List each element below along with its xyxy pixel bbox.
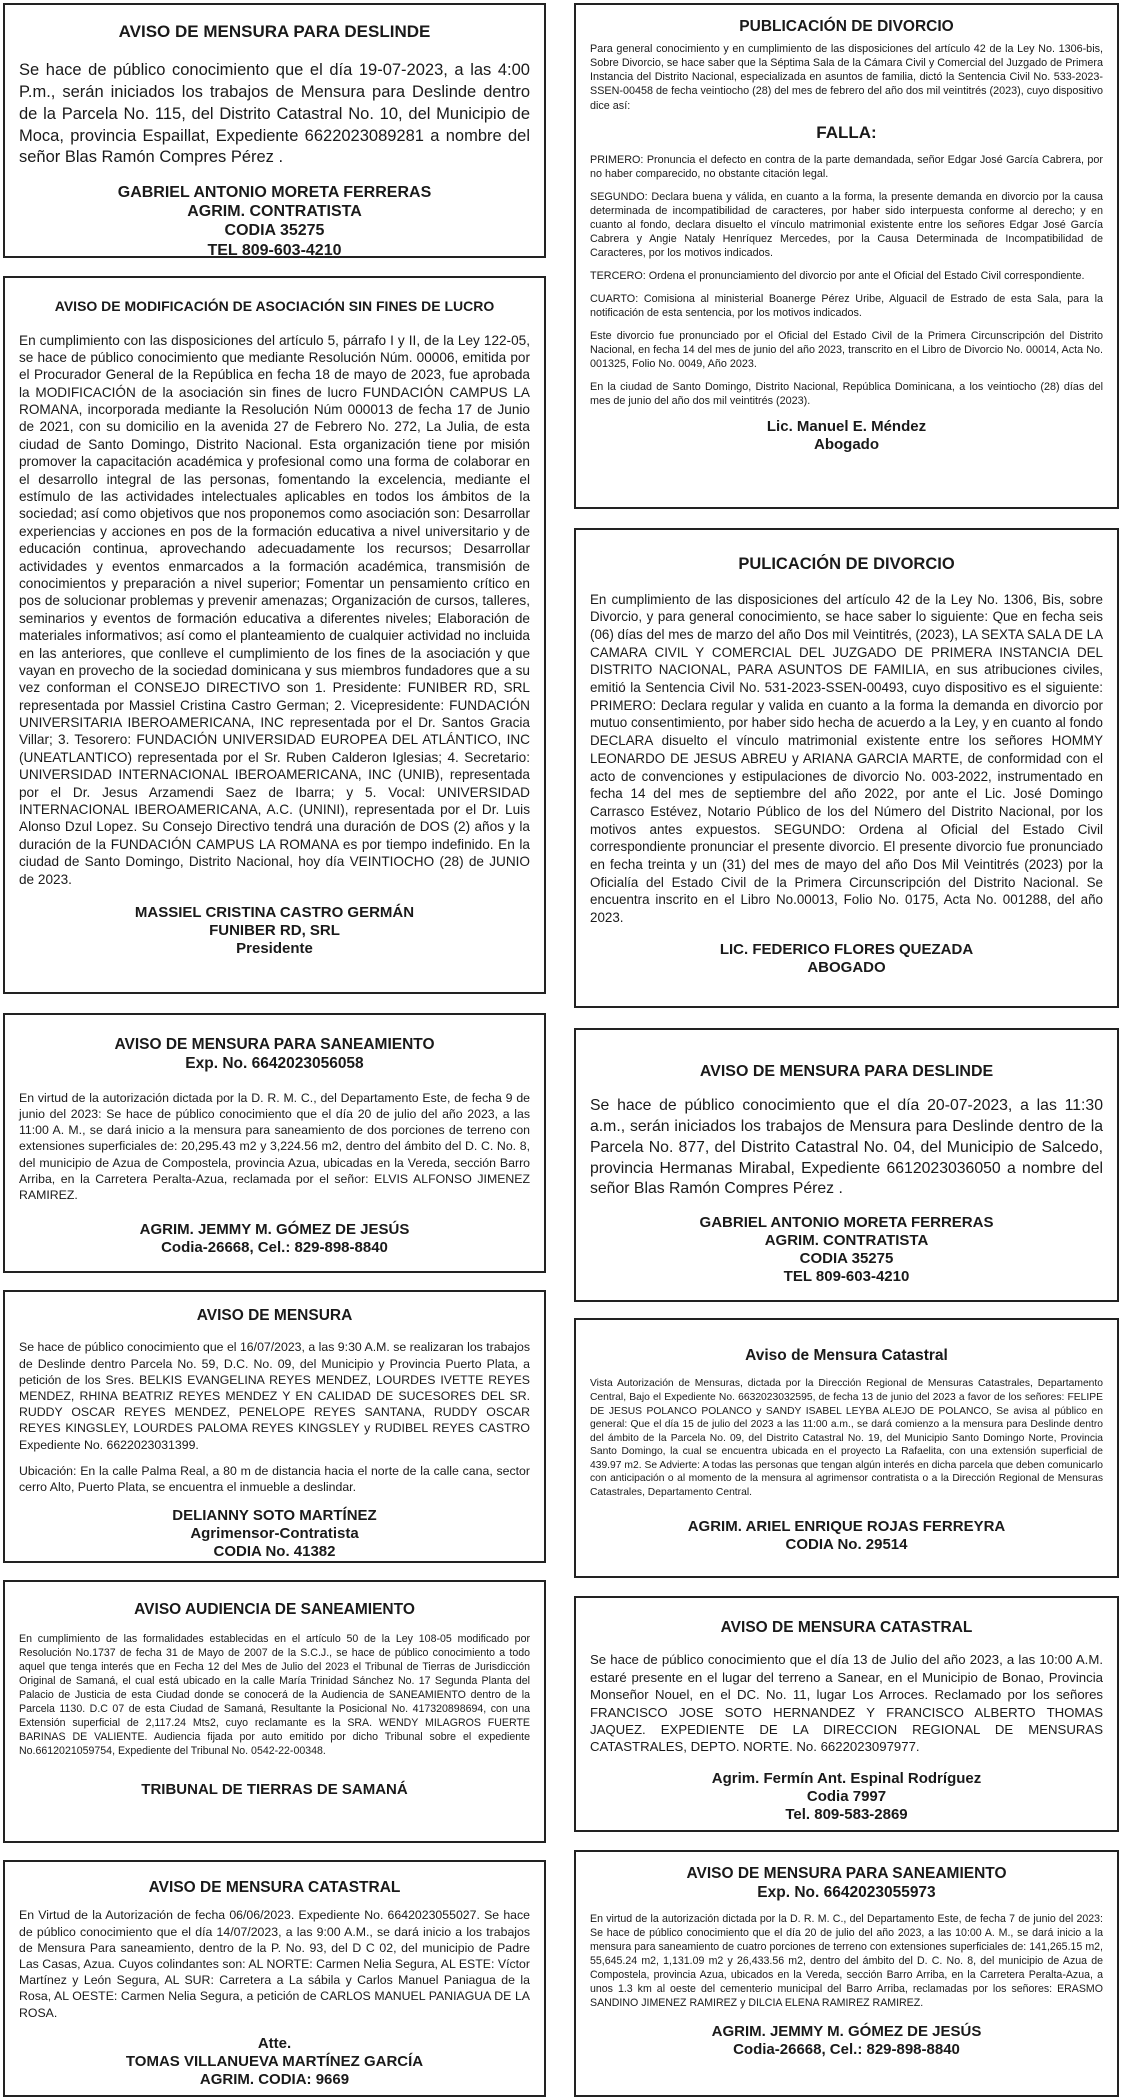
signature-line: Atte. [257,2034,292,2052]
notice-title: AVISO DE MODIFICACIÓN DE ASOCIACIÓN SIN FINES DE LUCRO [54,298,495,314]
signature-line: Agrim. Fermín Ant. Espinal Rodríguez [711,1769,982,1787]
signature-line: TEL 809-603-4210 [207,241,342,258]
signature-line: LIC. FEDERICO FLORES QUEZADA [719,940,974,958]
signature-line: Presidente [236,940,313,957]
notice-body: En la ciudad de Santo Domingo, Distrito Nacional, República Dominicana, a los veintiocho (28) días del mes de junio del año dos mil veintitrés (2023). [590,380,1103,407]
notice-title: PUBLICACIÓN DE DIVORCIO [739,18,954,35]
notice-mensura-deslinde-moca [3,3,546,258]
notice-body: Se hace de público conocimiento que el 16/07/2023, a las 9:30 A.M. se realizaran los trabajos de Deslinde dentro Parcela No. 59, D.C. No. 09, del Municipio y Provincia Puerto Plata, a petición de los Sres. BELKIS EVANGELINA REYES MENDEZ, LOURDES IVETTE REYES MENDEZ, RHINA BEATRIZ REYES MENDEZ Y EN CALIDAD DE SUCESORES DEL SR. RUDDY OSCAR REYES MENDEZ, PENELOPE REYES SANTANA, RUDDY OSCAR REYES KINGSLEY, LOURDES PALOMA REYES KINGSLEY y RUDIBEL REYES CASTRO Expediente No. 6622023031399. [19,1340,530,1452]
notice-aviso-mensura-puerto-plata [3,1290,546,1563]
notice-body: PRIMERO: Pronuncia el defecto en contra de la parte demandada, señor Edgar José García Cabrera, por no haber comparecido, no obstante citación legal. [590,153,1103,180]
notice-signature [590,1214,1103,1286]
notice-body: En virtud de la autorización dictada por la D. R. M. C., del Departamento Este, de fecha 7 de junio del 2023: Se hace de público conocimiento que el día 20 de julio del año 2023, a las 10:00 A. M., se dará inicio a la mensura para saneamiento de cuatro porciones de terreno con extensiones superficiales de: 141,265.15 m2, 55,645.24 m2, 1,131.09 m2 y 26,433.56 m2, dentro del ámbito del D. C. No. 8, del municipio de Azua de Compostela, provincia Azua, ubicados en la Vereda, sección Barro Arriba, en la Carretera Peralta-Azua, a unos 1.3 km al oeste del cementerio municipal del Barro Arriba, reclamadas por los señores: ERASMO SANDINO JIMENEZ RAMIREZ y DILCIA ELENA RAMIREZ RAMIREZ. [590,1912,1103,2009]
notice-body: En cumplimiento de las formalidades establecidas en el artículo 50 de la Ley 108-05 modificado por Resolución No.1737 de fecha 31 de Mayo de 2007 de la S.C.J., se hace de público conocimiento a todo aquel que tenga interés que en Fecha 12 del Mes de Julio del 2023 el Tribunal de Tierras de Jurisdicción Original de Samaná, el cual está ubicado en la calle María Trinidad Sánchez No. 17 Segunda Planta del Palacio de Justicia de esta Ciudad donde se conocerá de la Audiencia de SANEAMIENTO dentro de la Parcela 1130. D.C 07 de esta Ciudad de Samaná, Resultante la Posicional No. 4173208986​94, con una Extensión superficial de 2,117.24 Mts2, cuyo reclamante es la SRA. WENDY MILAGROS FUERTE BARINAS DE VALIENTE. Audiencia fijada por auto emitido por dicho Tribunal sobre el expediente No.6612021059754, Expediente del Tribunal No. 0542-22-00348. [19,1633,530,1758]
signature-line: AGRIM. CONTRATISTA [764,1232,929,1250]
notice-title: AVISO DE MENSURA CATASTRAL [720,1619,973,1636]
notice-signature [590,1518,1103,1554]
signature-line: Agrimensor-Contratista [190,1525,359,1543]
notice-publicacion-divorcio [574,3,1119,509]
signature-line: Codia-26668, Cel.: 829-898-8840 [733,2040,960,2058]
notice-title-line: AVISO DE MENSURA PARA SANEAMIENTO [114,1036,435,1053]
notice-signature [19,904,530,958]
falla-heading: FALLA: [816,122,877,142]
signature-line: Lic. Manuel E. Méndez [766,418,927,435]
notice-title: AVISO DE MENSURA PARA DESLINDE [118,22,431,41]
signature-line: Tel. 809-583-2869 [785,1805,908,1823]
notice-mensura-catastral-bonao [574,1596,1119,1832]
notice-title: PULICACIÓN DE DIVORCIO [738,555,955,573]
signature-line: AGRIM. JEMMY M. GÓMEZ DE JESÚS [139,1221,410,1239]
signature-line: Codia 7997 [806,1787,887,1805]
signature-line: FUNIBER RD, SRL [209,922,340,939]
notice-modificacion-asociacion [3,276,546,994]
notice-title [590,1864,1103,1903]
notice-mensura-catastral-azua [3,1860,546,2097]
signature-line: CODIA No. 41382 [213,1543,336,1561]
notice-signature [590,941,1103,977]
notice-mensura-saneamiento-erasmo [574,1850,1119,2097]
notice-title: AVISO DE MENSURA PARA DESLINDE [699,1063,994,1080]
notice-body: En cumplimiento con las disposiciones del artículo 5, párrafo I y II, de la Ley 122-05, se hace de público conocimiento que mediante Resolución Núm. 00006, emitida por el Procurador General de la República en fecha 18 de mayo de 2023, fue aprobada la MODIFICACIÓN de la asociación sin fines de lucro FUNDACIÓN CAMPUS LA ROMANA, incorporada mediante la Resolución Núm 000013 de fecha 17 de Junio de 2021, con su domicilio en la avenida 27 de Febrero No. 272, La Julia, de esta ciudad de Santo Domingo, Distrito Nacional. Esta organización tiene por misión promover la capacitación académica y profesional como una forma de colaborar en el desarrollo integral de las personas, fomentando la excelencia, mediante el estímulo de las actividades intelectuales aplicables en todos los ámbitos de la sociedad; así como objetivos que nos proponemos como asociación son: Desarrollar experiencias y acciones en pos de la formación educativa a nivel universitario y de educación continua, aprovechando adecuadamente los recursos; Desarrollar actividades y eventos enmarcados a la formación académica, transmisión de conocimientos y preparación a nivel superior; Fomentar un pensamiento crítico en pos de solucionar problemas y prevenir amenazas; Organización de cursos, talleres, seminarios y eventos de formación educativa a diferentes niveles; Elaboración de materiales informativos; así como el planteamiento de cualquier actividad no incluida en las anteriores, que conlleve el cumplimiento de los fines de la asociación y que vayan en provecho de la sociedad dominicana y sus miembros fundadores que a su vez conforman el CONSEJO DIRECTIVO son 1. Presidente: FUNIBER RD, SRL representada por Massiel Cristina Castro German; 2. Vicepresidente: FUNDACIÓN UNIVERSITARIA IBEROAMERICANA, INC representada por el Dr. Santos Gracia Villar; 3. Tesorero: FUNDACIÓN UNIVERSIDAD EUROPEA DEL ATLÁNTICO, INC (UNEATLANTICO) representada por el Sr. Ruben Calderon Iglesias; 4. Secretario: UNIVERSIDAD INTERNACIONAL IBEROAMERICANA, INC (UNIB), representada por el Dr. Jesus Arzamendi Saez de Ibarra; y 5. Vocal: UNIVERSIDAD INTERNACIONAL IBEROAMERICANA, A.C. (UNINI), representada por el Dr. Luis Alonso Dzul Lopez. Su Consejo Directivo tendrá una duración de DOS (2) años y la duración de la FUNDACIÓN CAMPUS LA ROMANA es por tiempo indefinido. En la ciudad de Santo Domingo, Distrito Nacional, hoy día VEINTIOCHO (28) de JUNIO de 2023. [19,332,530,887]
notice-body: Se hace de público conocimiento que el día 20-07-2023, a las 11:30 a.m., serán iniciados los trabajos de Mensura para Deslinde dentro de la Parcela No. 877, del Distrito Catastral No. 04, del Municipio de Salcedo, provincia Hermanas Mirabal, Expediente 6612023036050 a nombre del señor Blas Ramón Compres Pérez . [590,1097,1103,1198]
signature-line: GABRIEL ANTONIO MORETA FERRERAS [117,184,432,202]
notice-body: Para general conocimiento y en cumplimiento de las disposiciones del artículo 42 de la Ley No. 1306-bis, Sobre Divorcio, se hace saber que la Séptima Sala de la Cámara Civil y Comercial del Juzgado de Primera Instancia del Distrito Nacional, especializada en asuntos de familia, dictó la Sentencia Civil No. 533-2023-SSEN-00458 de fecha veintiocho (28) del mes de febrero del año dos mil veintitrés (2023), cuyo dispositivo dice así: [590,43,1103,112]
notice-body: Se hace de público conocimiento que el día 13 de Julio del año 2023, a las 10:00 A.M. estaré presente en el lugar del terreno a Sanear, en el Municipio de Bonao, Provincia Monseñor Nouel, en el DC. No. 11, lugar Los Arroces. Reclamado por los señores FRANCISCO JOSE SOTO HERNANDEZ Y FRANCISCO ALBERTO THOMAS JAQUEZ. EXPEDIENTE DE LA DIRECCION REGIONAL DE MENSURAS CATASTRALES, DEPTO. NORTE. No. 6622023097977. [590,1652,1103,1755]
notice-body: Este divorcio fue pronunciado por el Oficial del Estado Civil de la Primera Circunscripción del Distrito Nacional, en fecha 14 del mes de junio del año 2023, transcrito en el Libro de Divorcio No. 00014, Acta No. 001325, Folio No. 0049, Año 2023. [590,329,1103,370]
notice-signature [590,1770,1103,1824]
signature-line: AGRIM. CODIA: 9669 [199,2070,350,2088]
notice-body: Vista Autorización de Mensuras, dictada por la Dirección Regional de Mensuras Catastrales, Departamento Central, Bajo el Expediente No. 6632023032595, de fecha 13 de junio del 2023 a favor de los señores: FELIPE DE JESUS POLANCO POLANCO y SANDY ISABEL LEYBA ALEJO DE POLANCO, Se avisa al público en general: Que el día 15 de julio del 2023 a las 11:00 a.m., se dará comienzo a la mensura para Deslinde dentro del ámbito de la Parcela No. 09, del Distrito Catastral No. 19, del Municipio Santo Domingo Norte, Provincia Santo Domingo, la cual se encuentra ubicada en el proyecto La Rafaelita, con una extensión superficial de 439.97 m2. Se Advierte: A todas las personas que tengan algún interés en dicha parcela que deben comunicarlo con anticipación o al momento de la mensura al agrimensor contratista o a la Dirección Regional de Mensuras Catastrales, Departamento Central. [590,1378,1103,1498]
notice-pulicacion-divorcio [574,528,1119,1008]
notice-body: En Virtud de la Autorización de fecha 06/06/2023. Expediente No. 6642023055027. Se hace de público conocimiento que el día 14/07/2023, a las 9:00 A.M., se dará inicio a los trabajos de Mensura Para saneamiento, dentro de la P. No. 93, del D C 02, del municipio de Padre Las Casas, Azua. Cuyos colindantes son: AL NORTE: Carmen Nelia Segura, AL ESTE: Víctor Martínez y León Segura, AL SUR: Carretera a La sábila y Carlos Manuel Paniagua de la Rosa, AL OESTE: Carmen Nelia Segura, a petición de CARLOS MANUEL PANIAGUA DE LA ROSA. [19,1908,530,2020]
notice-audiencia-saneamiento [3,1580,546,1843]
notice-body: TERCERO: Ordena el pronunciamiento del divorcio por ante el Oficial del Estado Civil correspondiente. [590,269,1085,282]
signature-line: AGRIM. ARIEL ENRIQUE ROJAS FERREYRA [687,1517,1006,1535]
signature-line: ABOGADO [807,958,886,976]
notice-subtitle: Exp. No. 6642023056058 [185,1055,364,1073]
notice-signature [590,418,1103,454]
signature-line: CODIA 35275 [799,1250,894,1268]
notice-signature [590,2023,1103,2059]
signature-line: Codia-26668, Cel.: 829-898-8840 [161,1239,388,1257]
notice-body: En cumplimiento de las disposiciones del artículo 42 de la Ley No. 1306, Bis, sobre Divorcio, y para general conocimiento, se hace saber lo siguiente: Que en fecha seis (06) días del mes de marzo del año Dos mil Veintitrés, (2023), LA SEXTA SALA DE LA CAMARA CIVIL Y COMERCIAL DEL JUZGADO DE PRIMERA INSTANCIA DEL DISTRITO NACIONAL, PARA ASUNTOS DE FAMILIA, en sus atribuciones civiles, emitió la Sentencia Civil No. 531-2023-SSEN-00493, cuyo dispositivo es el siguiente: PRIMERO: Declara regular y valida en cuanto a la forma la demanda en divorcio por mutuo consentimiento, por haber sido hecha de acuerdo a la Ley, y en cuanto al fondo DECLARA disuelto el vínculo matrimonial existente entre los señores HOMMY LEONARDO DE JESUS ABREU y ARIANA GARCIA MARTE, de conformidad con el acto de convenciones y estipulaciones de divorcio No. 003-2022, instrumentado en fecha 14 del mes de septiembre del año 2022, por ante el Lic. José Domingo Carrasco Estévez, Notario Público de los del Número del Distrito Nacional, por los motivos antes expuestos. SEGUNDO: Ordena al Oficial del Estado Civil correspondiente pronunciar el presente divorcio. El presente divorcio fue pronunciado en fecha treinta y un (31) del mes de mayo del año Dos Mil Veintitrés (2023) por la Oficialía del Estado Civil de la Primera Circunscripción del Distrito Nacional. Se encuentra inscrito en el Libro No.00013, Folio No. 0175, Acta No. 001288, del año 2023. [590,591,1103,925]
notice-mensura-deslinde-salcedo [574,1028,1119,1302]
notice-title-line: AVISO DE MENSURA PARA SANEAMIENTO [686,1865,1007,1882]
notice-title: AVISO DE MENSURA [196,1307,353,1324]
notice-title [19,1035,530,1074]
notice-body: Ubicación: En la calle Palma Real, a 80 m de distancia hacia el norte de la calle cana, sector cerro Alto, Puerto Plata, se encuentra el inmueble a deslindar. [19,1463,530,1495]
notice-signature [19,183,530,258]
notice-title: AVISO DE MENSURA CATASTRAL [148,1879,401,1896]
signature-line: GABRIEL ANTONIO MORETA FERRERAS [699,1214,994,1232]
notice-subtitle: Exp. No. 6642023055973 [757,1884,936,1902]
notice-signature [19,1507,530,1561]
notice-mensura-catastral-sdn [574,1318,1119,1578]
signature-line: TEL 809-603-4210 [783,1268,910,1286]
signature-line: TRIBUNAL DE TIERRAS DE SAMANÁ [141,1781,408,1799]
notice-title: Aviso de Mensura Catastral [745,1347,948,1364]
signature-line: AGRIM. CONTRATISTA [187,203,362,221]
signature-line: DELIANNY SOTO MARTÍNEZ [172,1507,377,1525]
signature-line: TOMAS VILLANUEVA MARTÍNEZ GARCÍA [125,2052,424,2070]
signature-line: CODIA 35275 [224,222,325,240]
notice-signature [19,2035,530,2089]
notice-body: SEGUNDO: Declara buena y válida, en cuanto a la forma, la presente demanda en divorcio por la causa determinada de incompatibilidad de caracteres, por haber sido interpuesta conforme al derecho; y en cuanto al fondo, declara disuelto el vínculo matrimonial existente entre los señores Edgar José García Cabrera y Angie Nataly Henríquez Mercedes, por la Causa Determinada de Incompatibilidad de Caracteres, por los motivos indicados. [590,190,1103,259]
signature-line: MASSIEL CRISTINA CASTRO GERMÁN [134,904,415,921]
notice-title: AVISO AUDIENCIA DE SANEAMIENTO [134,1601,415,1618]
notice-signature [19,1781,530,1799]
signature-line: Abogado [814,436,879,453]
notice-body: Se hace de público conocimiento que el día 19-07-2023, a las 4:00 P.m., serán iniciados los trabajos de Mensura para Deslinde dentro de la Parcela No. 115, del Distrito Catastral No. 10, del Municipio de Moca, provincia Espaillat, Expediente 6622023089281 a nombre del señor Blas Ramón Compres Pérez . [19,61,530,167]
notice-signature [19,1221,530,1257]
signature-line: AGRIM. JEMMY M. GÓMEZ DE JESÚS [711,2022,982,2040]
notice-body: En virtud de la autorización dictada por la D. R. M. C., del Departamento Este, de fecha 9 de junio del 2023: Se hace de público conocimiento que el día 20 de julio del año 2023, a las 11:00 A. M., se dará inicio a la mensura para saneamiento de dos porciones de terreno con extensiones superficiales de: 20,295.43 m2 y 3,224.56 m2, dentro del ámbito del D. C. No. 8, del municipio de Azua de Compostela, provincia Azua, ubicadas en la Vereda, sección Barro Arriba, en la Carretera Peralta-Azua, reclamada por el señor: ELVIS ALFONSO JIMENEZ RAMIREZ. [19,1090,530,1203]
notice-body: CUARTO: Comisiona al ministerial Boanerge Pérez Uribe, Alguacil de Estrado de esta Sala, para la notificación de esta sentencia, por los motivos indicados. [590,292,1103,319]
notice-mensura-saneamiento-elvis [3,1013,546,1273]
signature-line: CODIA No. 29514 [785,1535,908,1553]
